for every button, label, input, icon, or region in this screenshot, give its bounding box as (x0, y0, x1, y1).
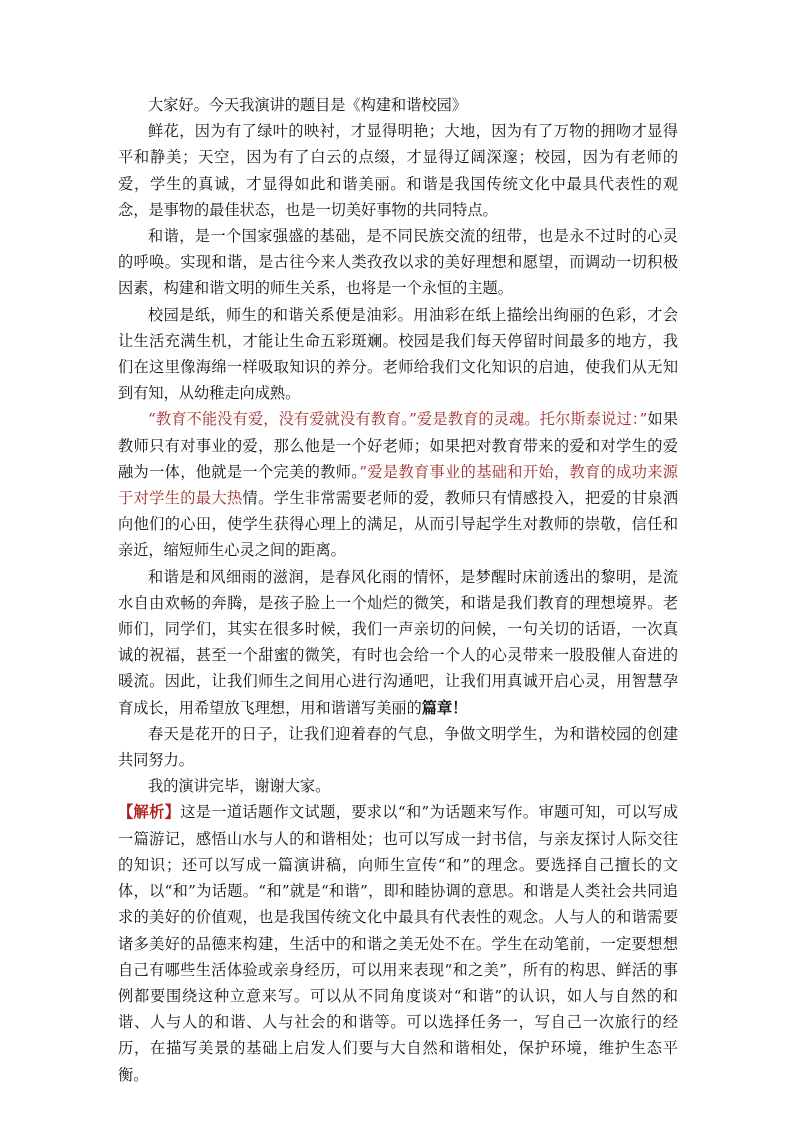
paragraph-5 (118, 564, 678, 721)
quote-red-2: ”爱是教育事业的基础和开始，教育的成功来源于对学生的最大热 (118, 462, 678, 508)
paragraph-5-bold-end: 篇章！ (421, 698, 468, 717)
analysis-text: 这是一道话题作文试题，要求以“和”为话题来写作。审题可知，可以写成一篇游记，感悟山水与人的和谐相处；也可以写成一封书信，与亲友探讨人际交往的知识；还可以写成一篇演讲稿，向师生宣传“和”的理念。要选择自己擅长的文体，以“和”为话题。“和”就是“和谐”，即和睦协调的意思。和谐是人类社会共同追求的美好的价值观，也是我国传统文化中最具有代表性的观念。人与人的和谐需要诸多美好的品德来构建，生活中的和谐之美无处不在。学生在动笔前，一定要想想自己有哪些生活体验或亲身经历，可以用来表现“和之美”，所有的构思、鲜活的事例都要围绕这种立意来写。可以从不同角度谈对“和谐”的认识，如人与自然的和谐、人与人的和谐、人与社会的和谐等。可以选择任务一，写自己一次旅行的经历，在描写美景的基础上启发人们要与大自然和谐相处，保护环境，维护生态平衡。 (118, 803, 679, 1084)
analysis-section (118, 799, 678, 1087)
closing-line: 我的演讲完毕，谢谢大家。 (148, 777, 331, 796)
quote-red-1: “教育不能没有爱，没有爱就没有教育。”爱是教育的灵魂。托尔斯泰说过：” (148, 410, 648, 429)
paragraph-6: 春天是花开的日子，让我们迎着春的气息，争做文明学生，为和谐校园的创建共同努力。 (118, 724, 678, 770)
paragraph-2: 和谐，是一个国家强盛的基础，是不同民族交流的纽带，也是永不过时的心灵的呼唤。实现和谐，是古往今来人类孜孜以求的美好理想和愿望，而调动一切积极因素，构建和谐文明的师生关系，也将是一个永恒的主题。 (118, 227, 678, 298)
paragraph-1: 鲜花，因为有了绿叶的映衬，才显得明艳；大地，因为有了万物的拥吻才显得平和静美；天空，因为有了白云的点缀，才显得辽阔深邃；校园，因为有老师的爱，学生的真诚，才显得如此和谐美丽。和谐是我国传统文化中最具代表性的观念，是事物的最佳状态，也是一切美好事物的共同特点。 (118, 122, 678, 219)
analysis-label: 【解析】 (118, 803, 181, 822)
paragraph-5-text: 和谐是和风细雨的滋润，是春风化雨的情怀，是梦醒时床前透出的黎明，是流水自由欢畅的奔腾，是孩子脸上一个灿烂的微笑，和谐是我们教育的理想境界。老师们，同学们，其实在很多时候，我们一声亲切的问候，一句关切的话语，一次真诚的祝福，甚至一个甜蜜的微笑，有时也会给一个人的心灵带来一股股催人奋进的暖流。因此，让我们师生之间用心进行沟通吧，让我们用真诚开启心灵，用智慧孕育成长，用希望放飞理想，用和谐谱写美丽的 (118, 567, 678, 717)
speech-title-line: 大家好。今天我演讲的题目是《构建和谐校园》 (148, 96, 467, 114)
document-page (118, 92, 678, 1088)
paragraph-4 (118, 406, 678, 563)
paragraph-4-continuation: 情。学生非常需要老师的爱，教师只有情感投入，把爱的甘泉洒向他们的心田，使学生获得心理上的满足，从而引导起学生对教师的崇敬，信任和亲近，缩短师生心灵之间的距离。 (118, 489, 679, 560)
quote-body-1: 如果教师只有对事业的爱，那么他是一个好老师；如果把对教育带来的爱和对学生的爱融为一体，他就是一个完美的教师。 (118, 410, 679, 481)
paragraph-3: 校园是纸，师生的和谐关系便是油彩。用油彩在纸上描绘出绚丽的色彩，才会让生活充满生机，才能让生命五彩斑斓。校园是我们每天停留时间最多的地方，我们在这里像海绵一样吸取知识的养分。老师给我们文化知识的启迪，使我们从无知到有知，从幼稚走向成熟。 (118, 305, 678, 403)
